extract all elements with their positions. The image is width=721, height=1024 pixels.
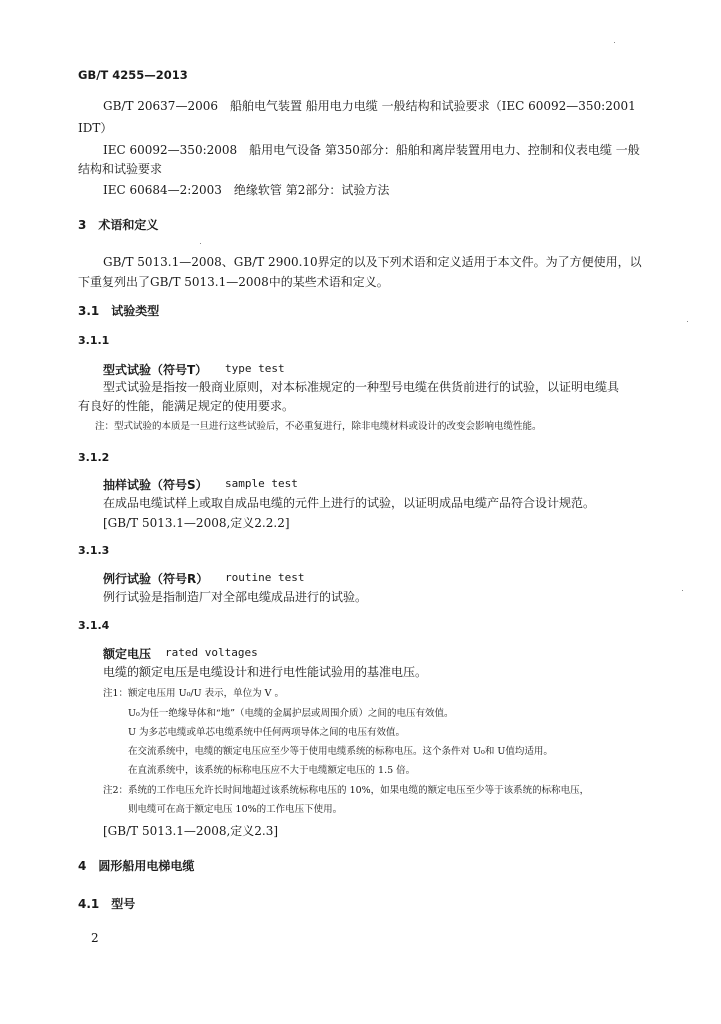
term-english: routine test	[225, 571, 305, 584]
term-chinese: 额定电压	[103, 647, 152, 661]
term-chinese: 例行试验（符号R）	[103, 572, 209, 586]
scan-speck	[682, 590, 683, 591]
paragraph-line: 下重复列出了GB/T 5013.1—2008中的某些术语和定义。	[78, 275, 389, 289]
note-text: 注2：系统的工作电压允许长时间地超过该系统标称电压的 10%，如果电缆的额定电压至少等于该系统的标称电压，	[103, 785, 590, 796]
source-reference: [GB/T 5013.1—2008,定义2.3]	[103, 824, 279, 838]
definition-line: 例行试验是指制造厂对全部电缆成品进行的试验。	[103, 590, 368, 604]
standard-number: GB/T 4255—2013	[78, 68, 188, 82]
reference-line: GB/T 20637—2006 船舶电气装置 船用电力电缆 一般结构和试验要求（IEC 60092—350:2001	[103, 99, 636, 113]
reference-line: IEC 60684—2:2003 绝缘软管 第2部分：试验方法	[103, 183, 390, 197]
note-text: 注：型式试验的本质是一旦进行这些试验后，不必重复进行，除非电缆材料或设计的改变会影响电缆性能。	[95, 421, 542, 432]
reference-line: 结构和试验要求	[78, 162, 163, 176]
scan-speck	[200, 243, 201, 244]
clause-number: 3.1.1	[78, 334, 110, 347]
definition-line: 电缆的额定电压是电缆设计和进行电性能试验用的基准电压。	[103, 665, 428, 679]
note-text: 在直流系统中，该系统的标称电压应不大于电缆额定电压的 1.5 倍。	[128, 765, 416, 776]
term-chinese: 型式试验（符号T）	[103, 363, 208, 377]
reference-line: IEC 60092—350:2008 船用电气设备 第350部分：船舶和离岸装置用电力、控制和仪表电缆 一般	[103, 143, 640, 157]
note-text: U 为多芯电缆或单芯电缆系统中任何两项导体之间的电压有效值。	[128, 727, 406, 738]
note-text: 注1：额定电压用 U₀/U 表示，单位为 V 。	[103, 688, 285, 699]
definition-line: 型式试验是指按一般商业原则，对本标准规定的一种型号电缆在供货前进行的试验，以证明电缆具	[103, 380, 620, 394]
scan-speck	[687, 321, 688, 322]
clause-number: 3.1.2	[78, 451, 110, 464]
clause-number: 3.1.3	[78, 544, 110, 557]
definition-line: 有良好的性能，能满足规定的使用要求。	[78, 399, 295, 413]
source-reference: [GB/T 5013.1—2008,定义2.2.2]	[103, 516, 290, 530]
term-english: rated voltages	[165, 646, 258, 659]
definition-line: 在成品电缆试样上或取自成品电缆的元件上进行的试验，以证明成品电缆产品符合设计规范。	[103, 496, 596, 510]
note-text: 则电缆可在高于额定电压 10%的工作电压下使用。	[128, 804, 343, 815]
clause-number: 3.1.4	[78, 619, 110, 632]
term-chinese: 抽样试验（符号S）	[103, 478, 208, 492]
subsection-heading: 3.1 试验类型	[78, 304, 160, 318]
note-text: U₀为任一绝缘导体和“地”（电缆的金属护层或周围介质）之间的电压有效值。	[128, 708, 454, 719]
note-text: 在交流系统中，电缆的额定电压应至少等于使用电缆系统的标称电压。这个条件对 U₀和 U值均适用。	[128, 746, 553, 757]
page-number: 2	[91, 931, 99, 945]
scan-speck	[614, 42, 615, 43]
term-english: sample test	[225, 477, 298, 490]
section-heading: 4 圆形船用电梯电缆	[78, 859, 195, 873]
section-heading: 3 术语和定义	[78, 218, 159, 232]
term-english: type test	[225, 362, 285, 375]
paragraph-line: GB/T 5013.1—2008、GB/T 2900.10界定的以及下列术语和定义适用于本文件。为了方便使用，以	[103, 255, 642, 269]
subsection-heading: 4.1 型号	[78, 897, 136, 911]
reference-line: IDT）	[78, 121, 113, 135]
